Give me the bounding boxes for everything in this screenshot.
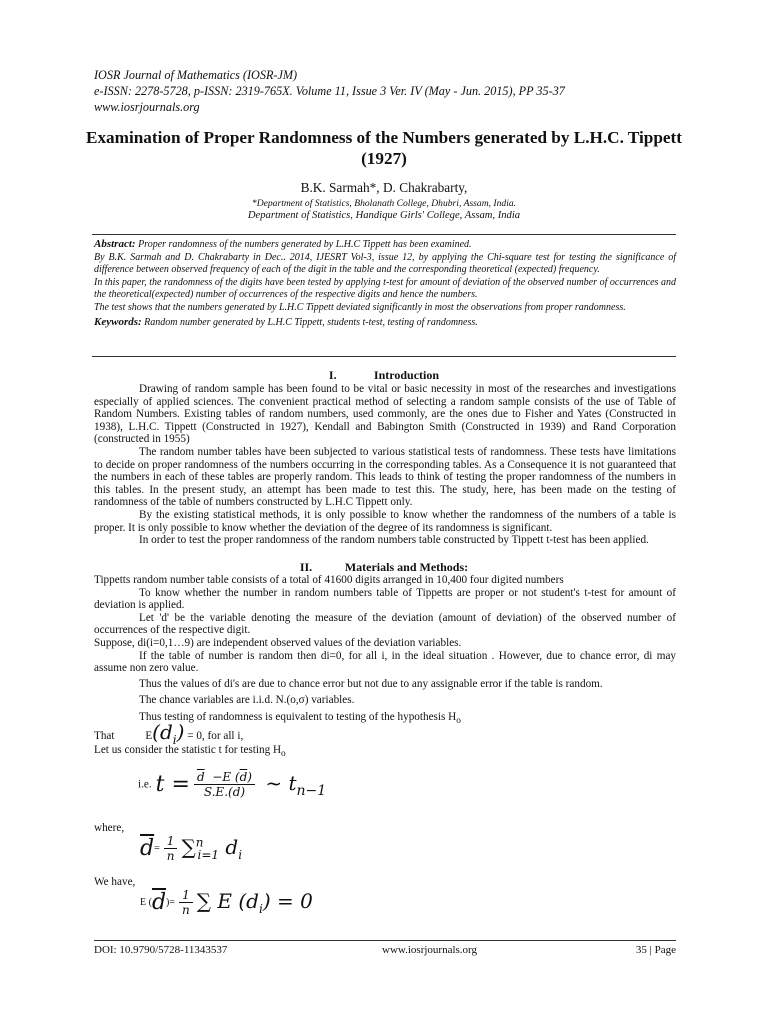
intro-paragraph-1: Drawing of random sample has been found to be vital or basic necessity in most of the researches and investigations especially of applied sciences. The convenient practical method of selecting a random sample consists of the use of Table of Random Numbers. Existing tables of random numbers, used commonly, are the ones due to Fisher and Yates (Constructed in 1938), L.H.C. Tippett (Constructed in 1927), Kendall and Babington Smith (Constructed in 1939) and Rand Corporation (constructed in 1955) [94,383,676,446]
intro-paragraph-4: In order to test the proper randomness of the random numbers table constructed by Tippett t-test has been applied. [139,534,649,547]
journal-name: IOSR Journal of Mathematics (IOSR-JM) [94,68,298,82]
abstract-line-4: The test shows that the numbers generated by L.H.C Tippett deviated significantly in most the observations from proper randomness. [94,301,626,313]
abstract-label: Abstract: [94,238,136,250]
we-have-label: We have, [94,876,136,888]
methods-paragraph-3: Let 'd' be the variable denoting the measure of the deviation (amount of deviation) of the observed number of occurrences of the respective digit. [94,611,676,637]
keywords-text: Random number generated by L.H.C Tippett, students t-test, testing of randomness. [144,316,478,328]
that-rest: = 0, for all i, [187,730,244,742]
hypothesis-subscript-2: o [281,749,286,760]
section-title: Introduction [373,368,440,382]
section-heading-introduction [0,368,768,383]
section-number: II. [299,560,313,574]
footer-doi: DOI: 10.9790/5728-11343537 [94,944,228,956]
abstract-top-rule [92,234,676,235]
affiliation-2: Department of Statistics, Handique Girls' College, Assam, India [247,210,521,221]
introduction-body [94,383,676,547]
equation-mean-deviation: $\overline{d}=$ $\frac{1}{n}$ ∑$^n_{i=1}$ $d_i$ [140,834,243,863]
footer-website: www.iosrjournals.org [382,944,478,956]
methods-paragraph-4: Suppose, di(i=0,1…9) are independent observed values of the deviation variables. [94,636,462,649]
methods-paragraph-1: Tippetts random number table consists of a total of 41600 digits arranged in 10,400 four digited numbers [94,574,564,586]
methods-paragraph-2: To know whether the number in random numbers table of Tippetts are proper or not student's t-test for amount of deviation is applied. [94,586,676,612]
abstract-line-2: By B.K. Sarmah and D. Chakrabarty in Dec.. 2014, IJESRT Vol-3, issue 12, by applying the Chi-square test for testing the significance of difference between observed frequency of each of the digit in the table and the corresponding theoretical (expected) frequency. [94,251,676,276]
hypothesis-subscript: o [456,716,461,727]
methods-paragraph-5: If the table of number is random then di=0, for all i, in the ideal situation . However, due to chance error, di may assume non zero value. [94,649,676,675]
equation-expectation-zero: That $E(d_i) = 0$, for all i, [94,720,244,747]
footer-page-number: 35 | Page [635,944,676,956]
equation-t-statistic: i.e. t = $\frac{\overline{d} -E (\overline{d})}{S.E.(\overline{d})}$ ~ $t_{n-1}$ [138,770,327,799]
methods-body [94,574,676,728]
affiliation-1: *Department of Statistics, Bholanath College, Dhubri, Assam, India. [251,198,517,209]
journal-issn: e-ISSN: 2278-5728, p-ISSN: 2319-765X. Volume 11, Issue 3 Ver. IV (May - Jun. 2015), PP 35-37 [94,84,565,98]
section-heading-methods [0,560,768,575]
section-number: I. [328,368,337,382]
abstract-line-3: In this paper, the randomness of the digits have been tested by applying t-test for amount of deviation of the observed number of occurrences and the theoretical(expected) number of occurrences of the respective digits and hence the numbers. [94,276,676,301]
methods-paragraph-6: Thus the values of di's are due to chance error but not due to any assignable error if the table is random. [139,677,603,690]
authors: B.K. Sarmah*, D. Chakrabarty, [300,180,468,195]
methods-paragraph-8: Thus testing of randomness is equivalent to testing of the hypothesis H [139,710,457,723]
methods-paragraph-7: The chance variables are i.i.d. N.(o,σ) variables. [139,694,355,707]
statistic-intro [94,744,286,759]
ie-label: i.e. [138,778,152,791]
journal-website: www.iosrjournals.org [94,100,200,114]
abstract-bottom-rule [92,356,676,357]
abstract [94,238,676,329]
paper-title: Examination of Proper Randomness of the Numbers generated by L.H.C. Tippett (1927) [85,128,682,168]
keywords-label: Keywords: [94,315,142,328]
equation-expectation-sum: E $(\overline{d})=$ $\frac{1}{n}$ ∑ E $(d_i) = 0$ [140,888,313,917]
where-label: where, [94,822,125,834]
page-footer [94,940,676,955]
intro-paragraph-2: The random number tables have been subjected to various statistical tests of randomness. These tests have limitations to decide on proper randomness of the numbers occurring in the corresponding tables. As a Consequence it is not guaranteed that the numbers in each of these tables are properly random. This leads to think of testing the proper randomness of the numbers in this tables. In the present study, an attempt has been made to test this. The study, here, has been made on the testing of randomness of the table of numbers constructed by L.H.C Tippett only. [94,445,676,509]
intro-paragraph-3: By the existing statistical methods, it is only possible to know whether the randomness of the numbers of a table is proper. It is only possible to know whether the deviation of the degree of its randomness is significant. [94,508,676,534]
section-title: Materials and Methods: [344,560,469,574]
that-label: That [94,730,115,742]
abstract-line-1: Proper randomness of the numbers generated by L.H.C Tippett has been examined. [138,239,472,250]
methods-paragraph-9: Let us consider the statistic t for testing H [94,744,282,756]
